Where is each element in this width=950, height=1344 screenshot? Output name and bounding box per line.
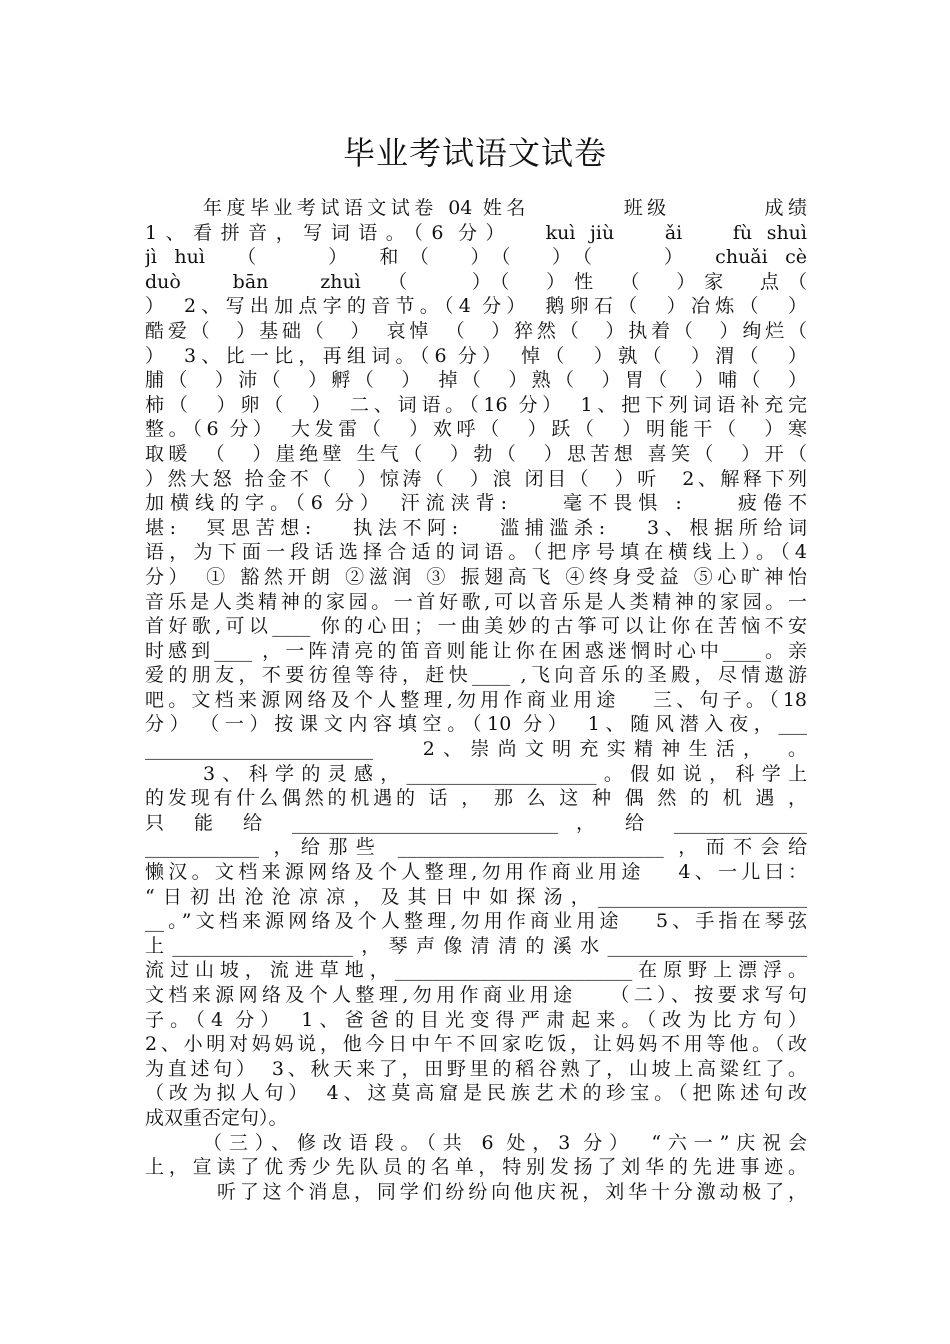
text-line: 整。（6 分） 大发雷（ ）欢呼（ ）跃（ ）明能干（ ）寒	[145, 418, 807, 441]
text-line: 文档来源网络及个人整理,勿用作商业用途 （二）、按要求写句	[145, 984, 807, 1006]
text-line: 懒汉。文档来源网络及个人整理,勿用作商业用途 4、一儿曰：	[145, 861, 807, 884]
text-line: ） 2、写出加点字的音节。（4 分） 鹅卵石（ ）冶炼（ ）	[145, 295, 807, 318]
text-line: 取暖 （ ）崖绝壁 生气（ ）勃（ ）思苦想 喜笑（ ）开（	[145, 442, 807, 465]
text-line: 3、科学的灵感，____________________。假如说，科学上	[203, 762, 807, 785]
text-line: 1、看拼音，写词语。（6 分） kuì jiù ǎi fù shuì	[145, 221, 807, 244]
text-line: ________________________ 2、崇尚文明充实精神生活， 。	[145, 738, 807, 761]
text-line: __。”文档来源网络及个人整理,勿用作商业用途 5、手指在琴弦	[145, 910, 807, 933]
page-title: 毕业考试语文试卷	[342, 134, 607, 172]
text-line: 分） ① 豁然开朗 ②滋润 ③ 振翅高飞 ④终身受益 ⑤心旷神怡	[145, 565, 807, 588]
text-line: 成双重否定句）。	[145, 1106, 288, 1129]
text-line: 年度毕业考试语文试卷 04 姓名 班级 成绩	[203, 197, 807, 219]
text-line: 子。（4 分） 1、爸爸的目光变得严肃起来。（改为比方句）	[145, 1008, 807, 1031]
text-line: ____________ ，给那些 ____________________________ ，而不会给	[145, 836, 807, 859]
text-line: 分） （一）按课文内容填空。（10 分） 1、随风潜入夜，___	[145, 713, 807, 736]
text-line: 爱的朋友，不要彷徨等待，赶快____ ,飞向音乐的圣殿，尽情遨游	[145, 664, 807, 687]
text-line: 语，为下面一段话选择合适的词语。（把序号填在横线上）。（4	[145, 541, 807, 564]
text-line: （三）、修改语段。（共 6 处，3 分） “六一”庆祝会	[203, 1131, 807, 1154]
text-line: duò bān zhuì （ ）（ ）性 （ ）家 点（	[145, 270, 807, 293]
text-line: 上，宣读了优秀少先队员的名单，特别发扬了刘华的先进事迹。	[145, 1156, 807, 1179]
text-line: 流过山坡，流进草地，_________________________在原野上漂浮。	[145, 959, 807, 982]
text-line: “日初出沧沧凉凉，及其日中如探汤，______________________	[145, 885, 807, 908]
text-line: 时感到____ ，一阵清亮的笛音则能让你在困惑迷惘时心中____。亲	[145, 639, 807, 662]
text-line: 上___________________，琴声像清清的溪水_____________________	[145, 934, 807, 957]
text-line: 的发现有什么偶然的机遇的 话 ， 那 么 这 种 偶 然 的 机 遇 ，	[145, 787, 807, 810]
text-line: 为直述句） 3、秋天来了，田野里的稻谷熟了，山坡上高粱红了。	[145, 1057, 807, 1080]
text-line: 堪: 冥思苦想: 执法不阿: 滥捕滥杀: 3、根据所给词	[145, 516, 807, 539]
text-line: 加横线的字。（6 分） 汗流浃背: 毫不畏惧 : 疲倦不	[145, 492, 807, 515]
text-line: 柿（ ）卵（ ） 二、词语。（16 分） 1、把下列词语补充完	[145, 393, 807, 416]
text-line: 只 能 给 ____________________________ ， 给 ______________	[145, 811, 807, 834]
text-line: 脯（ ）沛（ ）孵（ ） 掉（ ）熟（ ）胃（ ）哺（ ）	[145, 369, 807, 392]
text-line: 首好歌,可以____ 你的心田；一曲美妙的古筝可以让你在苦恼不安	[145, 615, 807, 638]
text-line: 2、小明对妈妈说，他今日中午不回家吃饭，让妈妈不用等他。（改	[145, 1033, 807, 1056]
text-line: 吧。文档来源网络及个人整理,勿用作商业用途 三、句子。（18	[145, 688, 807, 711]
exam-body	[145, 196, 807, 1204]
text-line: 音乐是人类精神的家园。一首好歌,可以音乐是人类精神的家园。一	[145, 590, 807, 613]
text-line: jì huì （ ） 和（ ）（ ）（ ） chuǎi cè	[145, 246, 807, 269]
text-line: 酷爱（ ）基础（ ） 哀悼 （ ）猝然（ ）执着（ ）绚烂（	[145, 319, 807, 342]
text-line: ）然大怒 拾金不（ ）惊涛（ ）浪 闭目（ ）听 2、解释下列	[145, 467, 807, 490]
text-line: （改为拟人句） 4、这莫高窟是民族艺术的珍宝。（把陈述句改	[145, 1082, 807, 1105]
text-line: 听了这个消息，同学们纷纷向他庆祝，刘华十分激动极了，	[217, 1180, 807, 1203]
text-line: ） 3、比一比，再组词。（6 分） 悼（ ）孰（ ）渭（ ）	[145, 344, 807, 367]
